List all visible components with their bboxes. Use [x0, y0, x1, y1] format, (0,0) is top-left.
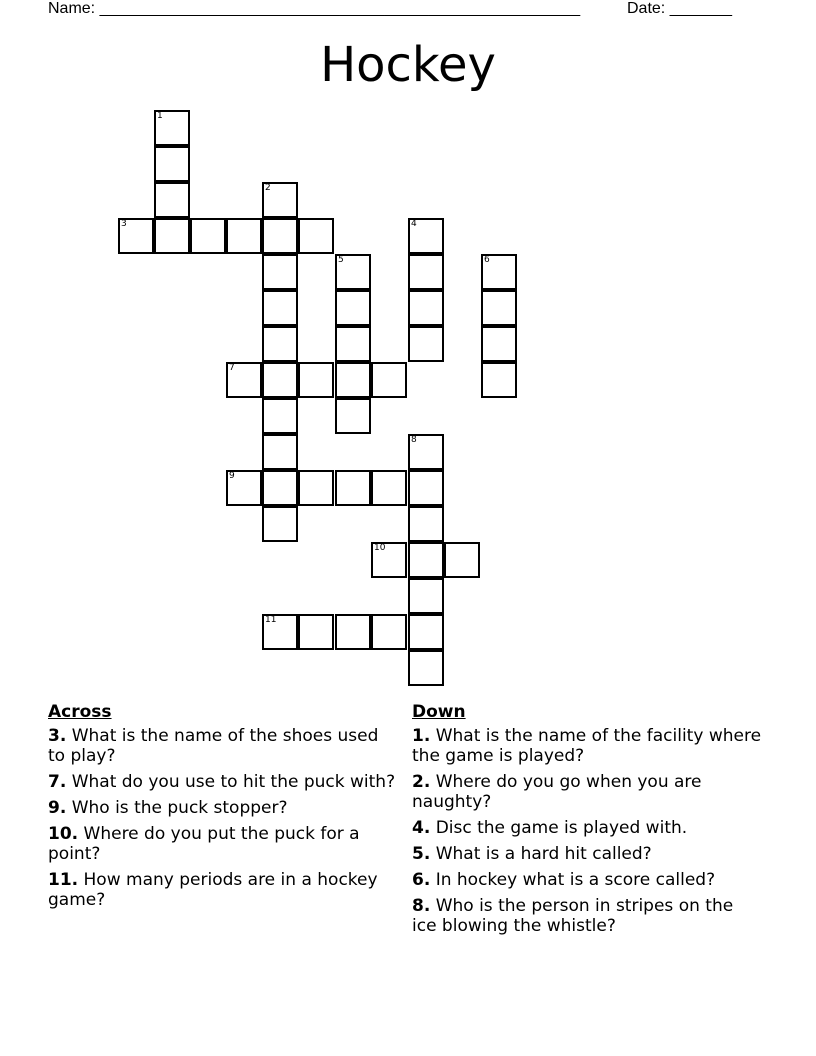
- clue-number: 11.: [48, 870, 79, 890]
- grid-cell[interactable]: [481, 326, 517, 362]
- grid-cell[interactable]: [262, 254, 298, 290]
- clue-item: [412, 726, 762, 766]
- grid-cell[interactable]: [408, 218, 444, 254]
- clue-text: What is the name of the facility where the game is played?: [412, 726, 762, 766]
- grid-cell[interactable]: [226, 362, 262, 398]
- clue-text: What do you use to hit the puck with?: [66, 772, 396, 792]
- clue-item: [412, 818, 762, 838]
- clue-number: 8.: [412, 896, 431, 916]
- grid-cell[interactable]: [190, 218, 226, 254]
- grid-cell[interactable]: [408, 470, 444, 506]
- grid-cell[interactable]: [226, 470, 262, 506]
- grid-cell[interactable]: [118, 218, 154, 254]
- clue-item: [48, 870, 398, 910]
- grid-cell[interactable]: [262, 218, 298, 254]
- grid-cell[interactable]: [298, 470, 334, 506]
- grid-cell[interactable]: [154, 218, 190, 254]
- grid-cell[interactable]: [408, 326, 444, 362]
- grid-cell[interactable]: [154, 110, 190, 146]
- grid-cell[interactable]: [298, 362, 334, 398]
- clue-item: [48, 726, 398, 766]
- grid-cell[interactable]: [154, 182, 190, 218]
- grid-cell[interactable]: [408, 650, 444, 686]
- clue-text: Who is the person in stripes on the ice blowing the whistle?: [412, 896, 734, 936]
- grid-cell[interactable]: [408, 578, 444, 614]
- grid-cell[interactable]: [335, 362, 371, 398]
- grid-cell[interactable]: [481, 254, 517, 290]
- grid-cell[interactable]: [335, 254, 371, 290]
- grid-cell[interactable]: [262, 326, 298, 362]
- clue-number: 2.: [412, 772, 431, 792]
- grid-cell[interactable]: [298, 614, 334, 650]
- clue-item: [48, 824, 398, 864]
- grid-cell[interactable]: [262, 470, 298, 506]
- grid-cell[interactable]: [335, 614, 371, 650]
- date-line: Date: _______: [627, 0, 732, 17]
- grid-cell[interactable]: [262, 290, 298, 326]
- grid-cell[interactable]: [262, 434, 298, 470]
- cell-number: 9: [229, 471, 235, 481]
- grid-cell[interactable]: [371, 362, 407, 398]
- grid-cell[interactable]: [262, 182, 298, 218]
- clue-text: In hockey what is a score called?: [430, 870, 716, 890]
- clue-text: What is the name of the shoes used to play?: [48, 726, 379, 766]
- down-clues: [412, 700, 762, 942]
- grid-cell[interactable]: [371, 470, 407, 506]
- grid-cell[interactable]: [262, 506, 298, 542]
- clue-item: [412, 870, 762, 890]
- grid-cell[interactable]: [262, 398, 298, 434]
- cell-number: 10: [374, 543, 386, 553]
- down-heading: Down: [412, 702, 466, 722]
- grid-cell[interactable]: [481, 290, 517, 326]
- grid-cell[interactable]: [408, 290, 444, 326]
- clue-number: 10.: [48, 824, 79, 844]
- grid-cell[interactable]: [226, 218, 262, 254]
- grid-cell[interactable]: [262, 362, 298, 398]
- cell-number: 11: [265, 615, 277, 625]
- grid-cell[interactable]: [335, 470, 371, 506]
- grid-cell[interactable]: [444, 542, 480, 578]
- clue-number: 5.: [412, 844, 431, 864]
- clue-text: Disc the game is played with.: [430, 818, 688, 838]
- clue-text: Where do you put the puck for a point?: [48, 824, 360, 864]
- name-line: Name: ______________________________________________________: [48, 0, 581, 17]
- clue-number: 6.: [412, 870, 431, 890]
- grid-cell[interactable]: [335, 398, 371, 434]
- grid-cell[interactable]: [371, 542, 407, 578]
- grid-cell[interactable]: [335, 290, 371, 326]
- grid-cell[interactable]: [481, 362, 517, 398]
- cell-number: 3: [121, 219, 127, 229]
- cell-number: 1: [157, 111, 163, 121]
- cell-number: 6: [484, 255, 490, 265]
- cell-number: 2: [265, 183, 271, 193]
- clue-number: 1.: [412, 726, 431, 746]
- clue-text: Where do you go when you are naughty?: [412, 772, 702, 812]
- page-title: Hockey: [320, 37, 496, 93]
- clue-text: What is a hard hit called?: [430, 844, 652, 864]
- grid-cell[interactable]: [371, 614, 407, 650]
- clue-item: [48, 798, 398, 818]
- grid-cell[interactable]: [262, 614, 298, 650]
- across-heading: Across: [48, 702, 112, 722]
- clue-number: 7.: [48, 772, 67, 792]
- grid-cell[interactable]: [408, 434, 444, 470]
- grid-cell[interactable]: [154, 146, 190, 182]
- cell-number: 8: [411, 435, 417, 445]
- clue-number: 9.: [48, 798, 67, 818]
- clue-number: 4.: [412, 818, 431, 838]
- clue-item: [48, 772, 398, 792]
- cell-number: 7: [229, 363, 235, 373]
- clue-text: How many periods are in a hockey game?: [48, 870, 378, 910]
- grid-cell[interactable]: [408, 254, 444, 290]
- grid-cell[interactable]: [408, 614, 444, 650]
- clue-item: [412, 844, 762, 864]
- clue-item: [412, 896, 762, 936]
- grid-cell[interactable]: [408, 506, 444, 542]
- cell-number: 4: [411, 219, 417, 229]
- clue-item: [412, 772, 762, 812]
- cell-number: 5: [338, 255, 344, 265]
- across-clues: [48, 700, 398, 916]
- grid-cell[interactable]: [408, 542, 444, 578]
- clue-number: 3.: [48, 726, 67, 746]
- grid-cell[interactable]: [298, 218, 334, 254]
- grid-cell[interactable]: [335, 326, 371, 362]
- clue-text: Who is the puck stopper?: [66, 798, 288, 818]
